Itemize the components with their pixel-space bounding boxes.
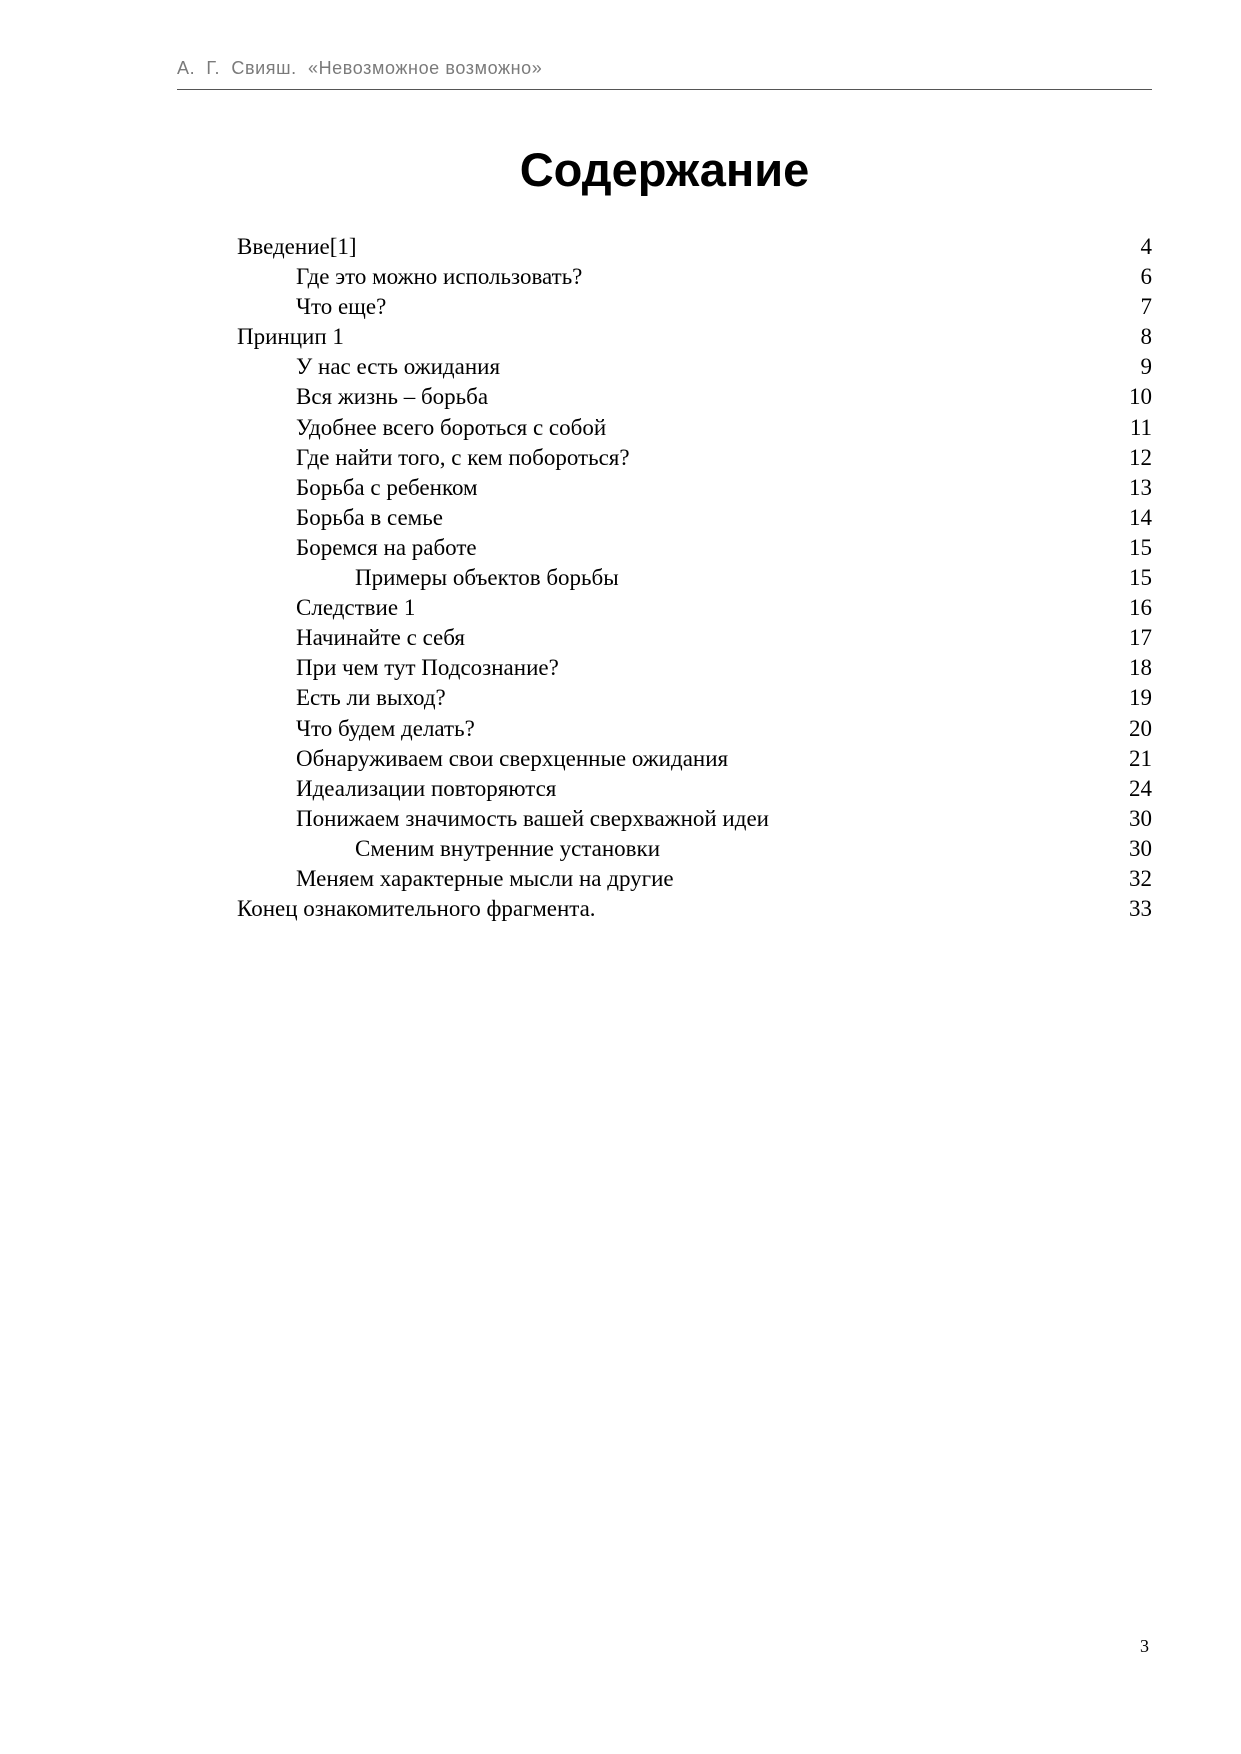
toc-entry-title: У нас есть ожидания <box>296 354 501 380</box>
running-header <box>177 56 1152 90</box>
running-header-title: А. Г. Свияш. «Невозможное возможно» <box>177 58 543 78</box>
toc-entry-page: 13 <box>1129 474 1152 500</box>
toc-entry[interactable] <box>237 563 1152 593</box>
toc-entry-page: 19 <box>1129 685 1152 711</box>
toc-entry[interactable] <box>237 834 1152 864</box>
toc-entry-page: 8 <box>1140 324 1152 350</box>
toc-entry-title: Боремся на работе <box>296 534 477 560</box>
toc-entry[interactable] <box>237 473 1152 503</box>
page-number: 3 <box>1140 1636 1149 1656</box>
toc-entry-page: 30 <box>1129 835 1152 861</box>
toc-entry-page: 4 <box>1140 234 1152 259</box>
toc-entry[interactable] <box>237 322 1152 352</box>
toc-entry-page: 9 <box>1140 354 1152 380</box>
toc-entry-title: Борьба в семье <box>296 504 443 530</box>
toc-entry[interactable] <box>237 714 1152 744</box>
toc-entry[interactable] <box>237 623 1152 653</box>
toc-entry-title: Есть ли выход? <box>296 685 446 711</box>
toc-entry-title: Где это можно использовать? <box>296 264 583 290</box>
toc-entry-title: Примеры объектов борьбы <box>355 565 619 591</box>
toc-entry-title: Где найти того, с кем побороться? <box>296 444 630 470</box>
toc-entry[interactable] <box>237 804 1152 834</box>
toc-entry-page: 20 <box>1129 715 1152 741</box>
toc-entry[interactable] <box>237 503 1152 533</box>
toc-entry-title: Вся жизнь – борьба <box>296 384 489 410</box>
toc-entry[interactable] <box>237 413 1152 443</box>
toc-entry[interactable] <box>237 443 1152 473</box>
toc-entry-page: 10 <box>1129 384 1152 410</box>
toc-entry-title: Понижаем значимость вашей сверхважной идеи <box>296 805 769 831</box>
toc-entry-page: 6 <box>1140 264 1152 290</box>
toc-entry-title: Что будем делать? <box>296 715 475 741</box>
toc-entry-title: Идеализации повторяются <box>296 775 557 801</box>
toc-entry-title: При чем тут Подсознание? <box>296 655 559 681</box>
toc-entry[interactable] <box>237 744 1152 774</box>
toc-entry[interactable] <box>237 864 1152 894</box>
toc-entry-page: 15 <box>1129 534 1152 560</box>
table-of-contents <box>237 232 1152 924</box>
toc-entry-title: Принцип 1 <box>237 324 344 350</box>
toc-entry-title: Меняем характерные мысли на другие <box>296 865 674 891</box>
toc-entry[interactable] <box>237 533 1152 563</box>
toc-entry-page: 7 <box>1140 294 1152 320</box>
toc-entry-title: Конец ознакомительного фрагмента. <box>237 896 596 922</box>
toc-entry[interactable] <box>237 653 1152 683</box>
toc-entry-page: 12 <box>1129 444 1152 470</box>
toc-entry-page: 33 <box>1129 896 1152 922</box>
toc-entry-title: Следствие 1 <box>296 595 416 621</box>
toc-entry-title: Удобнее всего бороться с собой <box>296 414 607 440</box>
page-title: Содержание <box>519 143 810 196</box>
toc-entry-page: 18 <box>1129 655 1152 681</box>
toc-entry[interactable] <box>237 894 1152 924</box>
toc-entry[interactable] <box>237 232 1152 262</box>
toc-entry-page: 17 <box>1129 625 1152 651</box>
toc-entry-page: 32 <box>1129 865 1152 891</box>
toc-entry[interactable] <box>237 352 1152 382</box>
toc-entry-page: 30 <box>1129 805 1152 831</box>
toc-entry-title: Борьба с ребенком <box>296 474 478 500</box>
toc-entry-title: Начинайте с себя <box>296 625 465 651</box>
toc-entry-title: Введение[1] <box>237 234 357 259</box>
toc-entry-title: Что еще? <box>296 294 387 320</box>
toc-entry[interactable] <box>237 292 1152 322</box>
toc-entry-page: 11 <box>1129 414 1152 440</box>
toc-entry[interactable] <box>237 774 1152 804</box>
toc-entry-page: 24 <box>1129 775 1152 801</box>
toc-entry-page: 14 <box>1129 504 1152 530</box>
toc-entry[interactable] <box>237 382 1152 412</box>
toc-entry-page: 21 <box>1129 745 1152 771</box>
toc-entry[interactable] <box>237 593 1152 623</box>
toc-entry-page: 15 <box>1129 565 1152 591</box>
toc-entry-page: 16 <box>1129 595 1152 621</box>
toc-entry-title: Сменим внутренние установки <box>355 835 661 861</box>
toc-entry[interactable] <box>237 262 1152 292</box>
toc-entry[interactable] <box>237 683 1152 713</box>
toc-entry-title: Обнаруживаем свои сверхценные ожидания <box>296 745 729 771</box>
